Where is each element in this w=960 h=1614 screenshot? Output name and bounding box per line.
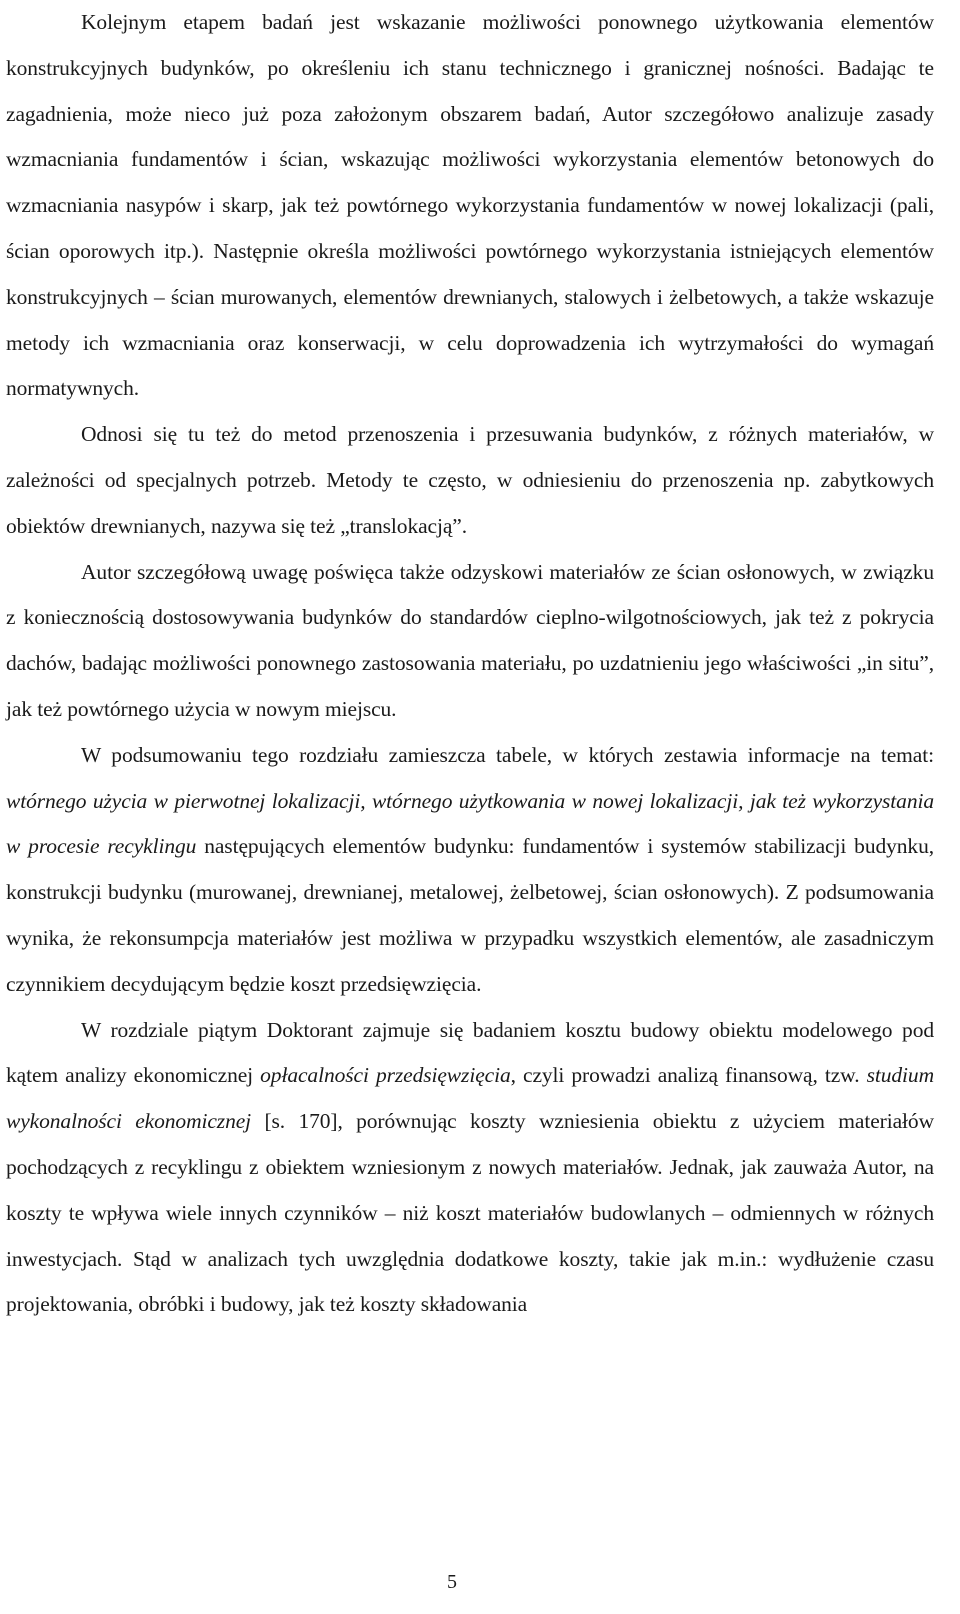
paragraph-1-text: Kolejnym etapem badań jest wskazanie możliwości ponownego użytkowania elementów konstrukcyjnych budynków, po określeniu ich stanu technicznego i granicznej nośności. Badając te zagadnienia, może nieco już poza założonym obszarem badań, Autor szczegółowo analizuje zasady wzmacniania fundamentów i ścian, wskazując możliwości wykorzystania elementów betonowych do wzmacniania nasypów i skarp, jak też powtórnego wykorzystania fundamentów w nowej lokalizacji (pali, ścian oporowych itp.). Następnie określa możliwości powtórnego wykorzystania istniejących elementów konstrukcyjnych – ścian murowanych, elementów drewnianych, stalowych i żelbetowych, a także wskazuje metody ich wzmacniania oraz konserwacji, w celu doprowadzenia ich wytrzymałości do wymagań normatywnych. (6, 10, 934, 401)
paragraph-2-text: Odnosi się tu też do metod przenoszenia i przesuwania budynków, z różnych materiałów, w zależności od specjalnych potrzeb. Metody te często, w odniesieniu do przenoszenia np. zabytkowych obiektów drewnianych, nazywa się też „translokacją”. (6, 422, 934, 538)
paragraph-5-text-2: , czyli prowadzi analizą finansową, tzw. (510, 1063, 867, 1088)
paragraph-3-text: Autor szczegółową uwagę poświęca także odzyskowi materiałów ze ścian osłonowych, w związku z koniecznością dostosowywania budynków do standardów cieplno-wilgotnościowych, jak też z pokrycia dachów, badając możliwości ponownego zastosowania materiału, po uzdatnieniu jego właściwości „in situ”, jak też powtórnego użycia w nowym miejscu. (6, 559, 934, 721)
paragraph-5-text-1: W rozdziale piątym Doktorant zajmuje się badaniem kosztu budowy obiektu modelowego pod kątem analizy ekonomicznej (6, 1017, 934, 1088)
paragraph-4-text-1: W podsumowaniu tego rozdziału zamieszcza tabele, w których zestawia informacje na temat: (81, 742, 934, 767)
paragraph-5-italic-2: studium wykonalności ekonomicznej (6, 1063, 934, 1134)
paragraph-2 (6, 412, 934, 549)
page-number: 5 (447, 1571, 457, 1593)
paragraph-5 (6, 1008, 934, 1329)
paragraph-4 (6, 733, 934, 1008)
paragraph-1 (6, 0, 934, 412)
paragraph-5-text-3: [s. 170], porównując koszty wzniesienia obiektu z użyciem materiałów pochodzących z recyklingu z obiektem wzniesionym z nowych materiałów. Jednak, jak zauważa Autor, na koszty te wpływa wiele innych czynników – niż koszt materiałów budowlanych – odmiennych w różnych inwestycjach. Stąd w analizach tych uwzględnia dodatkowe koszty, takie jak m.in.: wydłużenie czasu projektowania, obróbki i budowy, jak też koszty składowania (6, 1109, 934, 1317)
paragraph-4-italic-1: wtórnego użycia w pierwotnej lokalizacji, wtórnego użytkowania w nowej lokalizacji, jak też wykorzystania w procesie recyklingu (6, 788, 934, 859)
paragraph-4-text-2: następujących elementów budynku: fundamentów i systemów stabilizacji budynku, konstrukcji budynku (murowanej, drewnianej, metalowej, żelbetowej, ścian osłonowych). Z podsumowania wynika, że rekonsumpcja materiałów jest możliwa w przypadku wszystkich elementów, ale zasadniczym czynnikiem decydującym będzie koszt przedsięwzięcia. (6, 834, 934, 996)
paragraph-5-italic-1: opłacalności przedsięwzięcia (260, 1063, 511, 1088)
document-page (6, 0, 934, 1328)
paragraph-3 (6, 550, 934, 733)
